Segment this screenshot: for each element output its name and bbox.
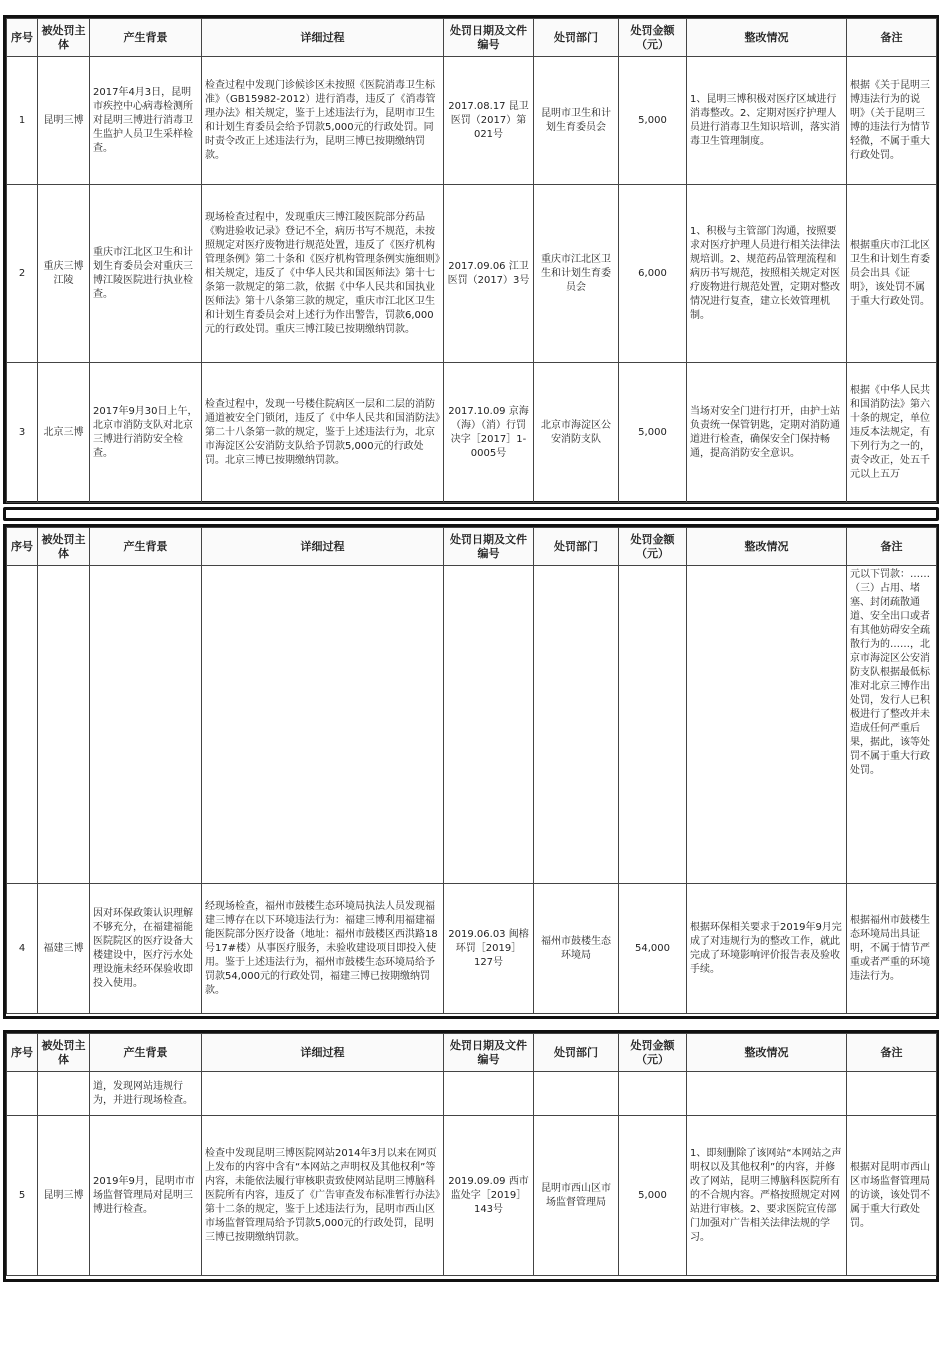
header-date-doc: 处罚日期及文件编号 [444,1034,534,1072]
header-amount: 处罚金额（元） [619,19,687,57]
cell-date-doc: 2019.09.09 西市监处字［2019］143号 [444,1116,534,1276]
cell-process [202,1072,444,1116]
cell-amount: 5,000 [619,363,687,503]
cell-process: 现场检查过程中，发现重庆三博江陵医院部分药品《购进验收记录》登记不全，病历书写不规范，未按照规定对医疗废物进行规范处置，违反了《医疗机构管理条例》第二十条和《医疗机构管理条例实施细则》相关规定，违反了《中华人民共和国医师法》第十七条第一款规定的第二款，依据《中华人民共和国执业医师法》第十八条第三款的规定，重庆市江北区卫生和计划生育委员会对上述行为作出警告，罚款6,000元的行政处罚。重庆三博江陵已按期缴纳罚款。 [202,185,444,363]
cell-amount [619,566,687,884]
cell-dept: 昆明市卫生和计划生育委员会 [534,57,619,185]
cell-process: 经现场检查，福州市鼓楼生态环境局执法人员发现福建三博存在以下环境违法行为：福建三博利用福建福能医院部分医疗设备（地址：福州市鼓楼区西洪路18号17#楼）从事医疗服务，未验收建设项目即投入使用。鉴于上述违法行为，福州市鼓楼生态环境局给予罚款54,000元的行政处罚，福建三博已按期缴纳罚款。 [202,884,444,1014]
cell-process: 检查过程中，发现一号楼住院病区一层和二层的消防通道被安全门锁闭，违反了《中华人民共和国消防法》第二十八条第一款的规定，鉴于上述违法行为，北京市海淀区公安消防支队给予罚款5,000元的行政处罚。北京三博已按期缴纳罚款。 [202,363,444,503]
cell-date-doc: 2017.10.09 京海（海）（消）行罚决字［2017］1-0005号 [444,363,534,503]
cell-amount: 54,000 [619,884,687,1014]
cell-process: 检查中发现昆明三博医院网站2014年3月以来在网页上发布的内容中含有“本网站之声明权及其他权利”等内容，未能依法履行审核职责致使网站昆明三博脑科医院所有内容，违反了《广告审查发布标准暂行办法》第十二条的规定，鉴于上述违法行为，昆明市西山区市场监督管理局给予罚款5,000元的行政处罚，昆明三博已按期缴纳罚款。 [202,1116,444,1276]
cell-remark: 根据《中华人民共和国消防法》第六十条的规定，单位违反本法规定，有下列行为之一的，责令改正，处五千元以上五万 [847,363,937,503]
cell-dept: 福州市鼓楼生态环境局 [534,884,619,1014]
cell-amount: 5,000 [619,1116,687,1276]
header-remark: 备注 [847,19,937,57]
cell-rectify: 1、积极与主管部门沟通，按照要求对医疗护理人员进行相关法律法规培训。2、规范药品管理流程和病历书写规范，按照相关规定对医疗废物进行规范处置，定期对整改情况进行复查，建立长效管理机制。 [687,185,847,363]
table-block-2 [3,524,939,1019]
cell-background: 2017年4月3日，昆明市疾控中心病毒检测所对昆明三博进行消毒卫生监护人员卫生采样检查。 [90,57,202,185]
cell-process [202,566,444,884]
header-no: 序号 [7,19,38,57]
cell-no: 1 [7,57,38,185]
header-background: 产生背景 [90,528,202,566]
header-date-doc: 处罚日期及文件编号 [444,528,534,566]
header-rectify: 整改情况 [687,528,847,566]
cell-rectify: 1、昆明三博积极对医疗区域进行消毒整改。2、定期对医疗护理人员进行消毒卫生知识培训，落实消毒卫生管理制度。 [687,57,847,185]
cell-background: 因对环保政策认识理解不够充分，在福建福能医院院区的医疗设备大楼建设中，医疗污水处理设施未经环保验收即投入使用。 [90,884,202,1014]
cell-dept [534,566,619,884]
header-remark: 备注 [847,528,937,566]
cell-amount: 5,000 [619,57,687,185]
header-date-doc: 处罚日期及文件编号 [444,19,534,57]
cell-rectify: 1、即刻删除了该网站“本网站之声明权以及其他权利”的内容，并修改了网站，昆明三博脑科医院所有的不合规内容。严格按照规定对网站进行审核。2、要求医院宣传部门加强对广告相关法律法规的学习。 [687,1116,847,1276]
cell-remark: 根据福州市鼓楼生态环境局出具证明，不属于情节严重或者严重的环境违法行为。 [847,884,937,1014]
header-rectify: 整改情况 [687,19,847,57]
cell-amount [619,1072,687,1116]
cell-background: 重庆市江北区卫生和计划生育委员会对重庆三博江陵医院进行执业检查。 [90,185,202,363]
table-row [7,185,937,363]
cell-background: 2017年9月30日上午，北京市消防支队对北京三博进行消防安全检查。 [90,363,202,503]
cell-date-doc: 2019.06.03 闽榕环罚［2019］127号 [444,884,534,1014]
header-row [7,19,937,57]
header-subject: 被处罚主体 [38,19,90,57]
cell-amount: 6,000 [619,185,687,363]
cell-no: 3 [7,363,38,503]
cell-subject: 昆明三博 [38,57,90,185]
page-break-divider [3,507,939,521]
cell-remark [847,1072,937,1116]
cell-date-doc: 2017.08.17 昆卫医罚（2017）第021号 [444,57,534,185]
header-subject: 被处罚主体 [38,528,90,566]
header-dept: 处罚部门 [534,528,619,566]
header-amount: 处罚金额（元） [619,1034,687,1072]
header-no: 序号 [7,1034,38,1072]
cell-rectify: 当场对安全门进行打开，由护士站负责统一保管钥匙，定期对消防通道进行检查，确保安全门保持畅通，提高消防安全意识。 [687,363,847,503]
penalty-table-1 [6,18,937,503]
cell-background [90,566,202,884]
cell-remark: 根据重庆市江北区卫生和计划生育委员会出具《证明》，该处罚不属于重大行政处罚。 [847,185,937,363]
cell-no [7,1072,38,1116]
cell-date-doc [444,566,534,884]
header-row [7,1034,937,1072]
table-block-1 [3,15,939,504]
header-no: 序号 [7,528,38,566]
penalty-table-3 [6,1033,937,1276]
cell-dept: 昆明市西山区市场监督管理局 [534,1116,619,1276]
header-background: 产生背景 [90,19,202,57]
cell-dept: 重庆市江北区卫生和计划生育委员会 [534,185,619,363]
header-dept: 处罚部门 [534,19,619,57]
cell-subject [38,1072,90,1116]
header-amount: 处罚金额（元） [619,528,687,566]
cell-remark: 元以下罚款：……（三）占用、堵塞、封闭疏散通道、安全出口或者有其他妨碍安全疏散行为的……，北京市海淀区公安消防支队根据最低标准对北京三博作出处罚，发行人已积极进行了整改并未造成任何严重后果，据此，该等处罚不属于重大行政处罚。 [847,566,937,884]
cell-process: 检查过程中发现门诊候诊区未按照《医院消毒卫生标准》（GB15982-2012）进行消毒，违反了《消毒管理办法》相关规定，鉴于上述违法行为，昆明市卫生和计划生育委员会给予罚款5,000元的行政处罚。同时责令改正上述违法行为，昆明三博已按期缴纳罚款。 [202,57,444,185]
header-subject: 被处罚主体 [38,1034,90,1072]
table-row [7,363,937,503]
cell-subject: 昆明三博 [38,1116,90,1276]
cell-background: 2019年9月，昆明市市场监督管理局对昆明三博进行检查。 [90,1116,202,1276]
table-row [7,57,937,185]
penalty-table-2 [6,527,937,1014]
table-row [7,1116,937,1276]
header-process: 详细过程 [202,528,444,566]
cell-date-doc: 2017.09.06 江卫医罚（2017）3号 [444,185,534,363]
header-dept: 处罚部门 [534,1034,619,1072]
cell-no: 2 [7,185,38,363]
cell-subject: 福建三博 [38,884,90,1014]
header-row [7,528,937,566]
header-process: 详细过程 [202,1034,444,1072]
cell-subject [38,566,90,884]
cell-no: 4 [7,884,38,1014]
cell-dept [534,1072,619,1116]
cell-background: 道，发现网站违规行为，并进行现场检查。 [90,1072,202,1116]
header-process: 详细过程 [202,19,444,57]
table-block-3 [3,1030,939,1282]
cell-remark: 根据《关于昆明三博违法行为的说明》（关于昆明三博的违法行为情节轻微，不属于重大行政处罚。 [847,57,937,185]
cell-rectify [687,1072,847,1116]
header-rectify: 整改情况 [687,1034,847,1072]
cell-no [7,566,38,884]
table-row [7,1072,937,1116]
cell-remark: 根据对昆明市西山区市场监督管理局的访谈，该处罚不属于重大行政处罚。 [847,1116,937,1276]
cell-subject: 北京三博 [38,363,90,503]
cell-rectify: 根据环保相关要求于2019年9月完成了对违规行为的整改工作，就此完成了环境影响评价报告表及验收手续。 [687,884,847,1014]
cell-date-doc [444,1072,534,1116]
cell-subject: 重庆三博江陵 [38,185,90,363]
header-background: 产生背景 [90,1034,202,1072]
cell-no: 5 [7,1116,38,1276]
cell-dept: 北京市海淀区公安消防支队 [534,363,619,503]
table-row [7,566,937,884]
cell-rectify [687,566,847,884]
table-row [7,884,937,1014]
header-remark: 备注 [847,1034,937,1072]
